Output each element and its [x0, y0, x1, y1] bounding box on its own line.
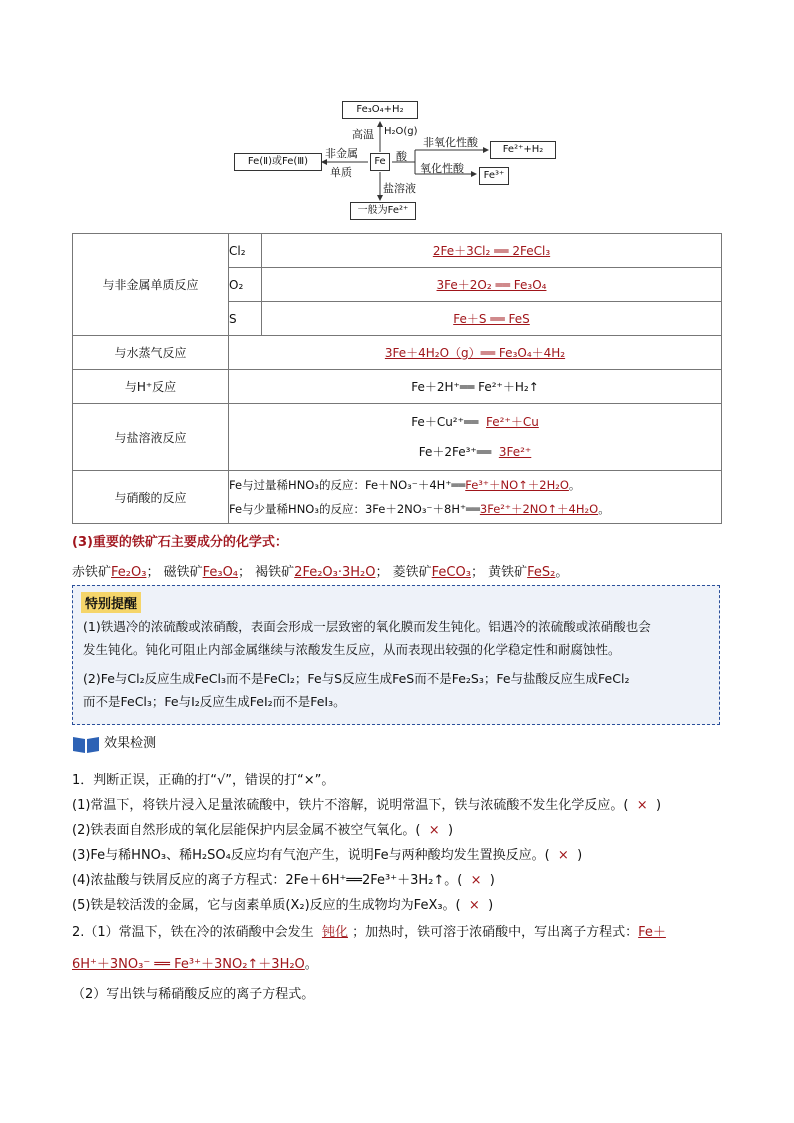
sub-s: S — [229, 302, 262, 336]
eq-nitric-excess-prefix: Fe与过量稀HNO₃的反应：Fe＋NO₃⁻＋4H⁺══ — [229, 478, 466, 492]
q1-5-close: ) — [488, 898, 494, 913]
ore-name-hematite: 赤铁矿 — [72, 565, 112, 580]
row-label-h-ion: 与H⁺反应 — [73, 370, 229, 404]
table-row — [73, 404, 722, 471]
question-1-5 — [72, 894, 493, 913]
product-fe2-h2-box: Fe²⁺+H₂ — [490, 141, 556, 159]
label-acid: 酸 — [396, 150, 407, 163]
label-salt-solution: 盐溶液 — [383, 182, 416, 195]
book-icon — [72, 734, 100, 754]
ore-name-magnetite: 磁铁矿 — [163, 565, 203, 580]
q1-1-close: ) — [655, 798, 662, 813]
table-row — [73, 336, 722, 370]
special-reminder-box — [72, 585, 720, 725]
answer-eq-s: Fe＋S ══ FeS — [453, 312, 530, 326]
eq-salt-fe3 — [229, 437, 721, 467]
answer-eq-cl2: 2Fe＋3Cl₂ ══ 2FeCl₃ — [432, 244, 551, 258]
label-oxidizing-acid: 氧化性酸 — [420, 162, 464, 175]
row-label-nonmetal: 与非金属单质反应 — [73, 234, 229, 336]
eq-nitric-cell — [229, 471, 722, 524]
eq-steam — [229, 336, 722, 370]
section-title: 效果检测 — [104, 736, 157, 751]
q1-4-close: ) — [489, 873, 495, 888]
iron-reaction-diagram — [0, 0, 794, 230]
label-h2o-gas: H₂O(g) — [384, 126, 418, 137]
ore-name-pyrite: 黄铁矿 — [488, 565, 528, 580]
ore-answer-limonite: 2Fe₂O₃·3H₂O — [294, 565, 376, 580]
q1-1-text: (1)常温下，将铁片浸入足量浓硫酸中，铁片不溶解，说明常温下，铁与浓硫酸不发生化学反应。( — [72, 798, 629, 813]
ore-name-siderite: 菱铁矿 — [392, 565, 432, 580]
q2-1-answer-equation: 6H⁺＋3NO₃⁻ ══ Fe³⁺＋3NO₂↑＋3H₂O — [72, 957, 305, 972]
eq-nitric-little: Fe与少量稀HNO₃的反应：3Fe＋2NO₃⁻＋8H⁺══3Fe²⁺＋2NO↑＋4H₂O。 — [229, 502, 610, 516]
q1-3-mark: × — [557, 848, 569, 863]
question-1-2 — [72, 819, 453, 838]
ore-answer-hematite: Fe₂O₃ — [111, 565, 147, 580]
ore-heading: (3)重要的铁矿石主要成分的化学式： — [72, 535, 288, 550]
product-fe2-box: 一般为Fe²⁺ — [350, 202, 416, 220]
eq-h-ion: Fe＋2H⁺══ Fe²⁺＋H₂↑ — [229, 370, 722, 404]
eq-salt-cu-prefix: Fe＋Cu²⁺══ — [411, 415, 479, 429]
ore-list: 赤铁矿Fe₂O₃； 磁铁矿Fe₃O₄； 褐铁矿2Fe₂O₃·3H₂O； 菱铁矿FeCO₃； 黄铁矿FeS₂。 — [72, 565, 569, 580]
q2-1-a: 2.（1）常温下，铁在冷的浓硝酸中会发生 — [72, 925, 314, 940]
label-nonmetal: 非金属 — [325, 147, 358, 160]
table-row — [73, 370, 722, 404]
answer-eq-steam: 3Fe＋4H₂O（g）══ Fe₃O₄＋4H₂ — [384, 346, 566, 360]
sub-cl2: Cl₂ — [229, 234, 262, 268]
answer-eq-nitric-excess: Fe³⁺＋NO↑＋2H₂O — [465, 478, 569, 492]
question-2-1-cont — [72, 953, 318, 972]
q1-1-mark: × — [636, 798, 648, 813]
q1-4-text: (4)浓盐酸与铁屑反应的离子方程式：2Fe＋6H⁺══2Fe³⁺＋3H₂↑。( — [72, 873, 463, 888]
table-row — [73, 234, 722, 268]
q1-3-close: ) — [577, 848, 583, 863]
answer-eq-salt-fe3: 3Fe²⁺ — [498, 445, 532, 459]
reminder-p2b: 而不是FeCl₃；Fe与I₂反应生成FeI₂而不是FeI₃。 — [83, 694, 346, 709]
q2-1-end: 。 — [304, 957, 318, 972]
product-fe3-box: Fe³⁺ — [479, 167, 509, 185]
row-label-nitric: 与硝酸的反应 — [73, 471, 229, 524]
reminder-p1a: (1)铁遇冷的浓硫酸或浓硝酸，表面会形成一层致密的氧化膜而发生钝化。铝遇冷的浓硫酸或浓硝酸也会 — [83, 619, 651, 634]
eq-salt-cu — [229, 407, 721, 437]
q2-1-answer-start: Fe＋ — [638, 925, 666, 940]
q1-5-text: (5)铁是较活泼的金属，它与卤素单质(X₂)反应的生成物均为FeX₃。( — [72, 898, 461, 913]
eq-salt-cell — [229, 404, 722, 471]
eq-nitric-little-prefix: Fe与少量稀HNO₃的反应：3Fe＋2NO₃⁻＋8H⁺══ — [229, 502, 480, 516]
q1-2-mark: × — [428, 823, 440, 838]
answer-eq-nitric-little: 3Fe²⁺＋2NO↑＋4H₂O — [479, 502, 599, 516]
q2-1-c: ；加热时，铁可溶于浓硝酸中，写出离子方程式： — [352, 925, 639, 940]
q1-2-text: (2)铁表面自然形成的氧化层能保护内层金属不被空气氧化。( — [72, 823, 421, 838]
label-nonoxidizing-acid: 非氧化性酸 — [423, 136, 478, 149]
q1-5-mark: × — [468, 898, 480, 913]
question-1: 1．判断正误，正确的打“√”，错误的打“×”。 — [72, 773, 335, 788]
reminder-p2a: (2)Fe与Cl₂反应生成FeCl₃而不是FeCl₂；Fe与S反应生成FeS而不是Fe₂S₃；Fe与盐酸反应生成FeCl₂ — [83, 671, 630, 686]
iron-center-box: Fe — [370, 153, 390, 171]
label-nonmetal-elem: 单质 — [330, 166, 352, 179]
q1-2-close: ) — [447, 823, 454, 838]
eq-s — [262, 302, 722, 336]
reminder-p1b: 发生钝化。钝化可阻止内部金属继续与浓酸发生反应，从而表现出较强的化学稳定性和耐腐蚀性。 — [83, 642, 621, 657]
iron-reactions-table — [72, 233, 722, 524]
ore-answer-magnetite: Fe₃O₄ — [202, 565, 239, 580]
eq-o2 — [262, 268, 722, 302]
reminder-title: 特别提醒 — [81, 592, 141, 613]
label-high-temp: 高温 — [352, 128, 374, 141]
product-fe-salt-box: Fe(Ⅱ)或Fe(Ⅲ) — [234, 153, 322, 171]
question-1-4 — [72, 869, 495, 888]
q2-1-answer-passivation: 钝化 — [321, 925, 348, 940]
eq-salt-fe3-prefix: Fe＋2Fe³⁺══ — [418, 445, 492, 459]
ore-name-limonite: 褐铁矿 — [255, 565, 295, 580]
row-label-salt: 与盐溶液反应 — [73, 404, 229, 471]
table-row — [73, 471, 722, 524]
q1-3-text: (3)Fe与稀HNO₃、稀H₂SO₄反应均有气泡产生，说明Fe与两种酸均发生置换反应。( — [72, 848, 550, 863]
question-1-3 — [72, 844, 582, 863]
question-2-2: （2）写出铁与稀硝酸反应的离子方程式。 — [72, 987, 315, 1002]
ore-answer-siderite: FeCO₃ — [431, 565, 471, 580]
product-fe3o4-box: Fe₃O₄+H₂ — [342, 101, 418, 119]
row-label-steam: 与水蒸气反应 — [73, 336, 229, 370]
eq-nitric-excess: Fe与过量稀HNO₃的反应：Fe＋NO₃⁻＋4H⁺══Fe³⁺＋NO↑＋2H₂O。 — [229, 478, 581, 492]
answer-eq-o2: 3Fe＋2O₂ ══ Fe₃O₄ — [436, 278, 547, 292]
ore-answer-pyrite: FeS₂ — [527, 565, 556, 580]
section-effect-check — [72, 732, 156, 754]
sub-o2: O₂ — [229, 268, 262, 302]
question-2-1 — [72, 921, 666, 940]
answer-eq-salt-cu: Fe²⁺＋Cu — [486, 415, 539, 429]
eq-cl2 — [262, 234, 722, 268]
question-1-1 — [72, 794, 661, 813]
q1-4-mark: × — [470, 873, 482, 888]
